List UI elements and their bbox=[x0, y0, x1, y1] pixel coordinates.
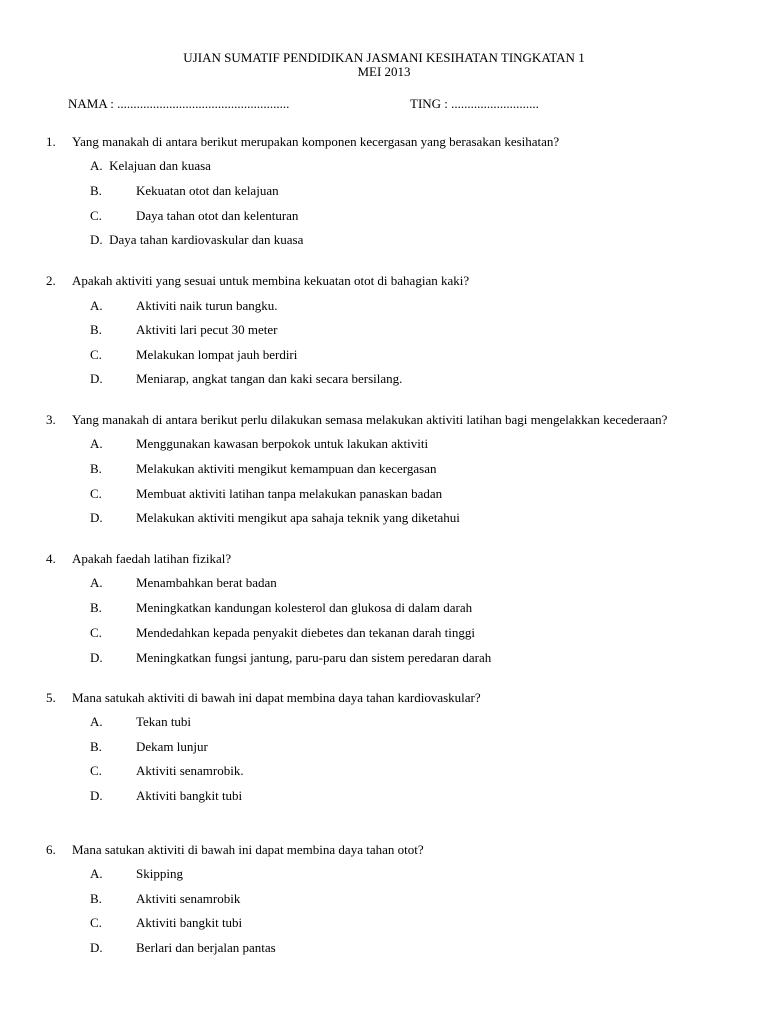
option-letter: A. bbox=[90, 158, 103, 173]
question-5-option-c-text: Aktiviti senamrobik. bbox=[136, 763, 244, 778]
option-letter: D. bbox=[90, 232, 103, 247]
question-5-option-a-text: Tekan tubi bbox=[136, 714, 192, 729]
question-6-option-d-text: Berlari dan berjalan pantas bbox=[136, 940, 276, 955]
question-1-text: Yang manakah di antara berikut merupakan komponen kecergasan yang berasakan kesihatan? bbox=[72, 134, 560, 149]
question-4-option-a-text: Menambahkan berat badan bbox=[136, 575, 277, 590]
question-4-option-c-letter: C. bbox=[90, 625, 102, 640]
question-1-option-c-text: Daya tahan otot dan kelenturan bbox=[136, 208, 299, 223]
question-5-option-b-text: Dekam lunjur bbox=[136, 739, 208, 754]
question-3-number: 3. bbox=[46, 412, 56, 427]
question-3-option-d-letter: D. bbox=[90, 510, 103, 525]
question-4-option-a-letter: A. bbox=[90, 575, 103, 590]
exam-date: MEI 2013 bbox=[357, 64, 411, 79]
question-5-option-b-letter: B. bbox=[90, 739, 102, 754]
question-1-option-c-letter: C. bbox=[90, 208, 102, 223]
question-4-number: 4. bbox=[46, 551, 56, 566]
question-2-option-d-letter: D. bbox=[90, 371, 103, 386]
question-6-option-a-text: Skipping bbox=[136, 866, 183, 881]
question-2-option-c-letter: C. bbox=[90, 347, 102, 362]
question-2-option-a-text: Aktiviti naik turun bangku. bbox=[136, 298, 278, 313]
question-1-option-b-text: Kekuatan otot dan kelajuan bbox=[136, 183, 279, 198]
question-5-option-d-text: Aktiviti bangkit tubi bbox=[136, 788, 243, 803]
question-1-number: 1. bbox=[46, 134, 56, 149]
question-2-option-b-text: Aktiviti lari pecut 30 meter bbox=[136, 322, 278, 337]
question-5-option-d-letter: D. bbox=[90, 788, 103, 803]
question-5-option-c-letter: C. bbox=[90, 763, 102, 778]
question-5-option-a-letter: A. bbox=[90, 714, 103, 729]
question-3-text: Yang manakah di antara berikut perlu dilakukan semasa melakukan aktiviti latihan bagi mengelakkan kecederaan? bbox=[72, 412, 668, 427]
question-6-number: 6. bbox=[46, 842, 56, 857]
class-field: TING : ........................... bbox=[410, 96, 539, 111]
name-field: NAMA : ..................................................... bbox=[68, 96, 290, 111]
question-1-option-a bbox=[90, 158, 211, 174]
question-2-text: Apakah aktiviti yang sesuai untuk membina kekuatan otot di bahagian kaki? bbox=[72, 273, 470, 288]
question-2-option-d-text: Meniarap, angkat tangan dan kaki secara bersilang. bbox=[136, 371, 403, 386]
question-1-option-b-letter: B. bbox=[90, 183, 102, 198]
question-4-option-d-text: Meningkatkan fungsi jantung, paru-paru dan sistem peredaran darah bbox=[136, 650, 492, 665]
option-text: Daya tahan kardiovaskular dan kuasa bbox=[109, 232, 304, 247]
question-3-option-d-text: Melakukan aktiviti mengikut apa sahaja teknik yang diketahui bbox=[136, 510, 460, 525]
question-3-option-a-letter: A. bbox=[90, 436, 103, 451]
question-5-number: 5. bbox=[46, 690, 56, 705]
question-1-option-d bbox=[90, 232, 303, 248]
question-2-number: 2. bbox=[46, 273, 56, 288]
question-3-option-b-letter: B. bbox=[90, 461, 102, 476]
question-6-option-d-letter: D. bbox=[90, 940, 103, 955]
question-5-text: Mana satukah aktiviti di bawah ini dapat membina daya tahan kardiovaskular? bbox=[72, 690, 481, 705]
question-4-option-b-text: Meningkatkan kandungan kolesterol dan glukosa di dalam darah bbox=[136, 600, 473, 615]
question-2-option-a-letter: A. bbox=[90, 298, 103, 313]
exam-title: UJIAN SUMATIF PENDIDIKAN JASMANI KESIHATAN TINGKATAN 1 bbox=[183, 50, 585, 65]
question-6-option-c-text: Aktiviti bangkit tubi bbox=[136, 915, 243, 930]
question-6-option-a-letter: A. bbox=[90, 866, 103, 881]
question-6-text: Mana satukan aktiviti di bawah ini dapat membina daya tahan otot? bbox=[72, 842, 424, 857]
question-3-option-b-text: Melakukan aktiviti mengikut kemampuan dan kecergasan bbox=[136, 461, 437, 476]
question-3-option-a-text: Menggunakan kawasan berpokok untuk lakukan aktiviti bbox=[136, 436, 429, 451]
question-2-option-b-letter: B. bbox=[90, 322, 102, 337]
question-4-text: Apakah faedah latihan fizikal? bbox=[72, 551, 232, 566]
question-4-option-d-letter: D. bbox=[90, 650, 103, 665]
question-4-option-b-letter: B. bbox=[90, 600, 102, 615]
question-6-option-b-text: Aktiviti senamrobik bbox=[136, 891, 241, 906]
option-text: Kelajuan dan kuasa bbox=[109, 158, 211, 173]
question-3-option-c-letter: C. bbox=[90, 486, 102, 501]
question-3-option-c-text: Membuat aktiviti latihan tanpa melakukan panaskan badan bbox=[136, 486, 443, 501]
question-2-option-c-text: Melakukan lompat jauh berdiri bbox=[136, 347, 298, 362]
question-4-option-c-text: Mendedahkan kepada penyakit diebetes dan tekanan darah tinggi bbox=[136, 625, 475, 640]
question-6-option-c-letter: C. bbox=[90, 915, 102, 930]
question-6-option-b-letter: B. bbox=[90, 891, 102, 906]
